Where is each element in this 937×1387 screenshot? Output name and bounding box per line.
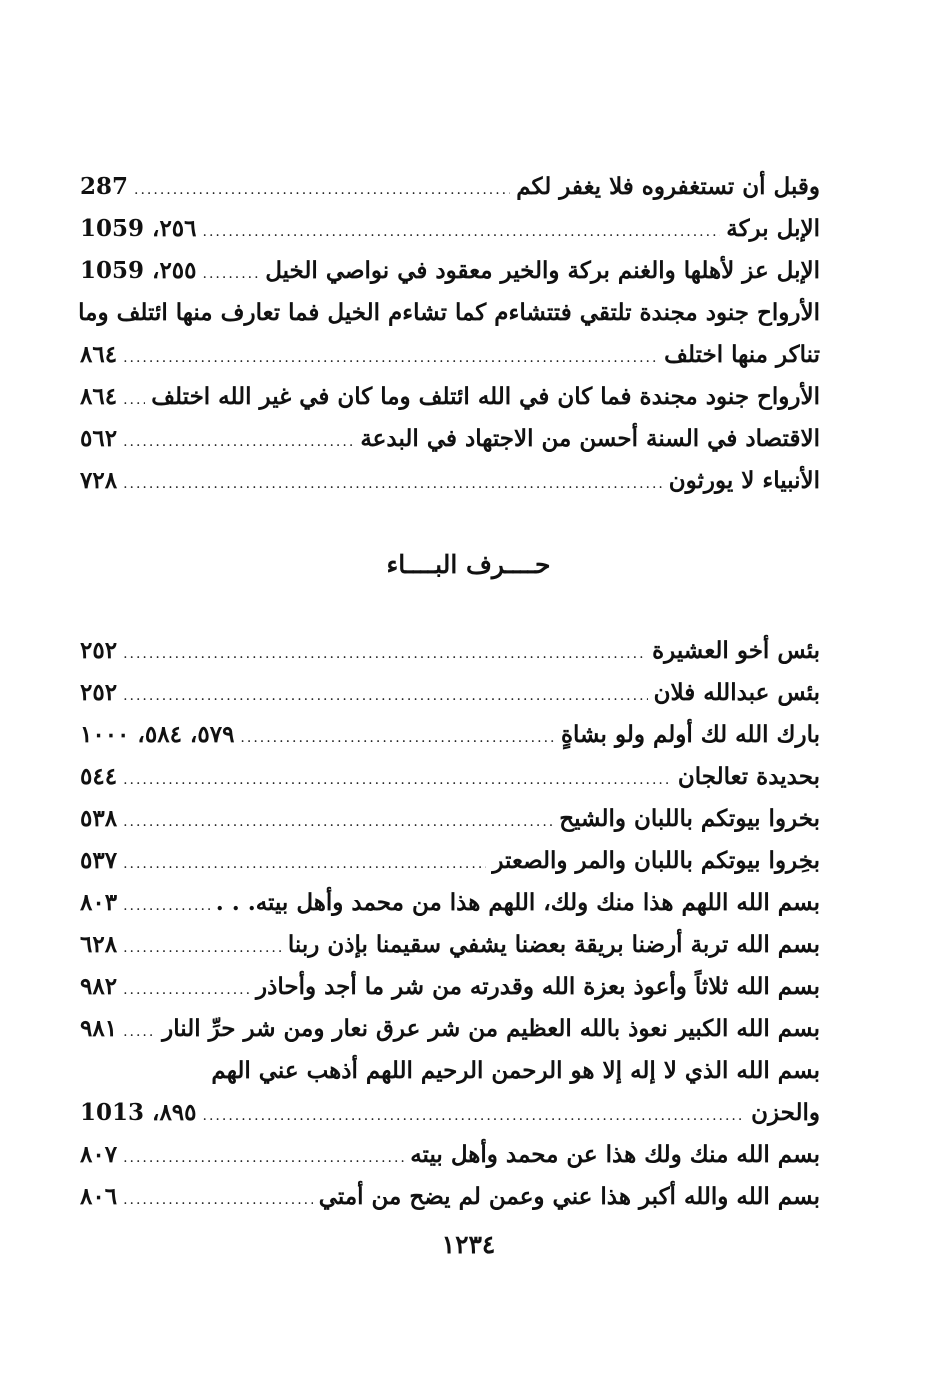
entry-pages: ٥٧٩، ٥٨٤، ١٠٠٠ (80, 721, 235, 748)
index-entry (80, 334, 820, 376)
leader-dots (123, 337, 658, 379)
entry-pages: ٩٨٢ (80, 973, 118, 1000)
index-entry (80, 630, 820, 672)
leader-dots (123, 1011, 156, 1053)
index-entry (80, 1092, 820, 1134)
entry-text: بسم الله منك ولك هذا عن محمد وأهل بيته (410, 1141, 820, 1168)
entry-text: بسم الله اللهم هذا منك ولك، اللهم هذا من محمد وأهل بيته. . . (215, 889, 820, 916)
leader-dots (123, 885, 210, 927)
entry-pages: ٨٠٧ (80, 1141, 118, 1168)
entry-text: بسم الله والله أكبر هذا عني وعمن لم يضح من أمتي (318, 1183, 820, 1210)
leader-dots (134, 169, 510, 211)
index-entry (80, 714, 820, 756)
leader-dots (123, 379, 145, 421)
leader-dots (123, 421, 354, 463)
entry-text: بحديدة تعالجان (677, 763, 820, 790)
leader-dots (203, 211, 721, 253)
index-entry (80, 1134, 820, 1176)
index-entry (80, 672, 820, 714)
entry-pages: ٥٣٧ (80, 847, 118, 874)
entry-text: بخروا بيوتكم باللبان والشيح (559, 805, 820, 832)
index-entry (80, 924, 820, 966)
entry-text: بسم الله الكبير نعوذ بالله العظيم من شر عرق نعار ومن شر حرِّ النار (162, 1015, 820, 1042)
entry-text: بسم الله تربة أرضنا بريقة بعضنا يشفي سقيمنا بإذن ربنا (287, 931, 820, 958)
entry-text: والحزن (751, 1099, 820, 1126)
index-entry (80, 756, 820, 798)
entry-text: بسم الله ثلاثاً وأعوذ بعزة الله وقدرته من شر ما أجد وأحاذر (256, 973, 820, 1000)
index-entry (80, 966, 820, 1008)
entry-text: تناكر منها اختلف (664, 341, 820, 368)
leader-dots (240, 717, 555, 759)
leader-dots (203, 253, 260, 295)
entry-pages: 287 (80, 173, 129, 200)
entry-pages: ٢٥٢ (80, 637, 118, 664)
entry-pages: ٢٥٢ (80, 679, 118, 706)
entry-pages: ٢٥٥، 1059 (80, 257, 197, 284)
index-entry (80, 1176, 820, 1218)
index-entry-continued (80, 292, 820, 334)
index-entry (80, 1008, 820, 1050)
entry-text: الإبل بركة (726, 215, 820, 242)
entry-pages: ٨٠٣ (80, 889, 118, 916)
index-entry (80, 376, 820, 418)
index-entry (80, 882, 820, 924)
index-entry (80, 798, 820, 840)
leader-dots (123, 843, 486, 885)
entry-text: بئس أخو العشيرة (652, 637, 820, 664)
entry-text: الأنبياء لا يورثون (668, 467, 820, 494)
index-entry (80, 250, 820, 292)
entry-text: بارك الله لك أولم ولو بشاةٍ (560, 721, 820, 748)
index-block-ba (80, 630, 820, 1218)
entry-pages: ٢٥٦، 1059 (80, 215, 197, 242)
index-entry (80, 840, 820, 882)
index-block-alif (80, 166, 820, 502)
page-number: ١٢٣٤ (441, 1230, 496, 1259)
index-entry (80, 418, 820, 460)
entry-pages: ٩٨١ (80, 1015, 118, 1042)
section-heading: حــــرف البــــاء (386, 550, 551, 579)
index-entry (80, 208, 820, 250)
leader-dots (123, 759, 672, 801)
entry-text: وقبل أن تستغفروه فلا يغفر لكم (516, 173, 820, 200)
entry-pages: ٦٢٨ (80, 931, 118, 958)
index-entry (80, 460, 820, 502)
leader-dots (123, 463, 663, 505)
entry-text: بئس عبدالله فلان (653, 679, 820, 706)
leader-dots (123, 1179, 313, 1221)
leader-dots (123, 633, 646, 675)
entry-pages: ٨٩٥، 1013 (80, 1099, 197, 1126)
entry-text: بسم الله الذي لا إله إلا هو الرحمن الرحيم اللهم أذهب عني الهم (211, 1057, 820, 1084)
leader-dots (123, 969, 250, 1011)
entry-pages: ٥٤٤ (80, 763, 118, 790)
entry-text: الأرواح جنود مجندة فما كان في الله ائتلف وما كان في غير الله اختلف (151, 383, 820, 410)
entry-text: الاقتصاد في السنة أحسن من الاجتهاد في البدعة (360, 425, 820, 452)
entry-pages: ٥٦٢ (80, 425, 118, 452)
entry-pages: ٨٠٦ (80, 1183, 118, 1210)
entry-pages: ٨٦٤ (80, 341, 118, 368)
leader-dots (123, 801, 553, 843)
entry-pages: ٥٣٨ (80, 805, 118, 832)
entry-text: الإبل عز لأهلها والغنم بركة والخير معقود في نواصي الخيل (265, 257, 820, 284)
index-entry (80, 166, 820, 208)
leader-dots (123, 1137, 404, 1179)
leader-dots (123, 927, 282, 969)
entry-text: الأرواح جنود مجندة تلتقي فتتشاءم كما تشاءم الخيل فما تعارف منها ائتلف وما (78, 299, 820, 326)
leader-dots (203, 1095, 746, 1137)
leader-dots (123, 675, 648, 717)
entry-pages: ٨٦٤ (80, 383, 118, 410)
entry-pages: ٧٢٨ (80, 467, 118, 494)
entry-text: بخِروا بيوتكم باللبان والمر والصعتر (492, 847, 820, 874)
index-entry-continued (80, 1050, 820, 1092)
